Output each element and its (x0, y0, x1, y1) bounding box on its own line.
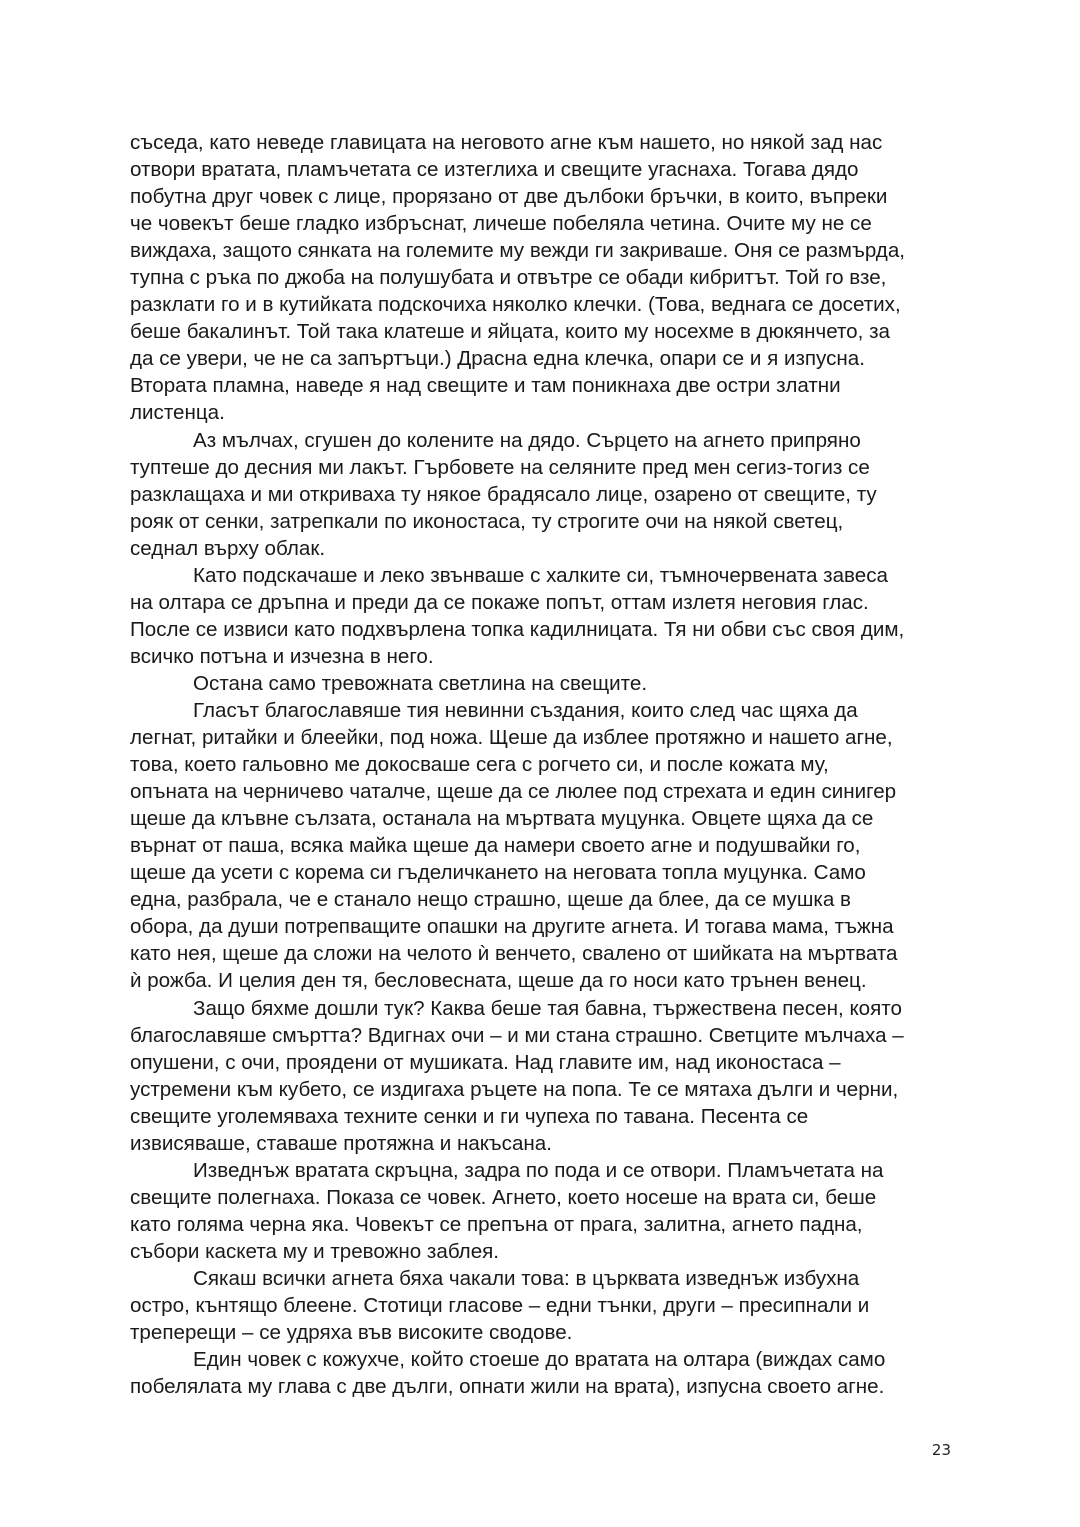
paragraph-6: Защо бяхме дошли тук? Каква беше тая бавна, тържествена песен, която благославяше смъртта? Вдигнах очи – и ми стана страшно. Светците мълчаха – опушени, с очи, проядени от мушиката. Над главите им, над иконостаса – устремени към кубето, се издигаха ръцете на попа. Те се мятаха дълги и черни, свещите уголемяваха техните сенки и ги чупеха по тавана. Песента се извисяваше, ставаше протяжна и накъсана. (130, 996, 904, 1155)
paragraph-4: Остана само тревожната светлина на свещите. (193, 671, 648, 695)
body-text (130, 129, 960, 1400)
paragraph-7: Изведнъж вратата скръцна, задра по пода и се отвори. Пламъчетата на свещите полегнаха. Показа се човек. Агнето, което носеше на врата си, беше като голяма черна яка. Човекът се препъна от прага, залитна, агнето падна, събори каскета му и тревожно заблея. (130, 1158, 884, 1263)
paragraph-1: съседа, като неведе главицата на неговото агне към нашето, но някой зад нас отвори вратата, пламъчетата се изтеглиха и свещите угаснаха. Тогава дядо побутна друг човек с лице, прорязано от две дълбоки бръчки, в които, въпреки че човекът беше гладко избръснат, личеше побеляла четина. Очите му не се виждаха, защото сянката на големите му вежди ги закриваше. Оня се размърда, тупна с ръка по джоба на полушубата и отвътре се обади кибритът. Той го взе, разклати го и в кутийката подскочиха няколко клечки. (Това, веднага се досетих, беше бакалинът. Той така клатеше и яйцата, които му носехме в дюкянчето, за да се увери, че не са запъртъци.) Драсна една клечка, опари се и я изпусна. Втората пламна, наведе я над свещите и там поникнаха две остри златни листенца. (130, 131, 905, 425)
paragraph-2: Аз мълчах, сгушен до колените на дядо. Сърцето на агнето припряно туптеше до десния ми лакът. Гърбовете на селяните пред мен сегиз-тогиз се разклащаха и ми откриваха ту някое брадясало лице, озарено от свещите, ту рояк от сенки, затрепкали по иконостаса, ту строгите очи на някой светец, седнал върху облак. (130, 428, 877, 560)
paragraph-5: Гласът благославяше тия невинни създания, които след час щяха да легнат, ритайки и блеейки, под ножа. Щеше да изблее протяжно и нашето агне, това, което гальовно ме докосваше сега с рогчето си, и после кожата му, опъната на черничево чаталче, щеше да се люлее под стрехата и един синигер щеше да клъвне сълзата, останала на мъртвата муцунка. Овцете щяха да се върнат от паша, всяка майка щеше да намери своето агне и подушвайки го, щеше да усети с корема си гъделичкането на неговата топла муцунка. Само една, разбрала, че е станало нещо страшно, щеше да блее, да се мушка в обора, да души потрепващите опашки на другите агнета. И тогава мама, тъжна като нея, щеше да сложи на челото ѝ венчето, свалено от шийката на мъртвата ѝ рожба. И целия ден тя, бесловесната, щеше да го носи като трънен венец. (130, 698, 898, 993)
paragraph-9: Един човек с кожухче, който стоеше до вратата на олтара (виждах само побелялата му глава с две дълги, опнати жили на врата), изпусна своето агне. (130, 1348, 886, 1399)
paragraph-8: Сякаш всички агнета бяха чакали това: в църквата изведнъж избухна остро, кънтящо блеене. Стотици гласове – едни тънки, други – пресипнали и треперещи – се удряха във високите сводове. (130, 1266, 870, 1345)
paragraph-3: Като подскачаше и леко звънваше с халките си, тъмночервената завеса на олтара се дръпна и преди да се покаже попът, оттам излетя неговия глас. После се извиси като подхвърлена топка кадилницата. Тя ни обви със своя дим, всичко потъна и изчезна в него. (130, 563, 905, 668)
page-number: 23 (931, 1441, 951, 1459)
